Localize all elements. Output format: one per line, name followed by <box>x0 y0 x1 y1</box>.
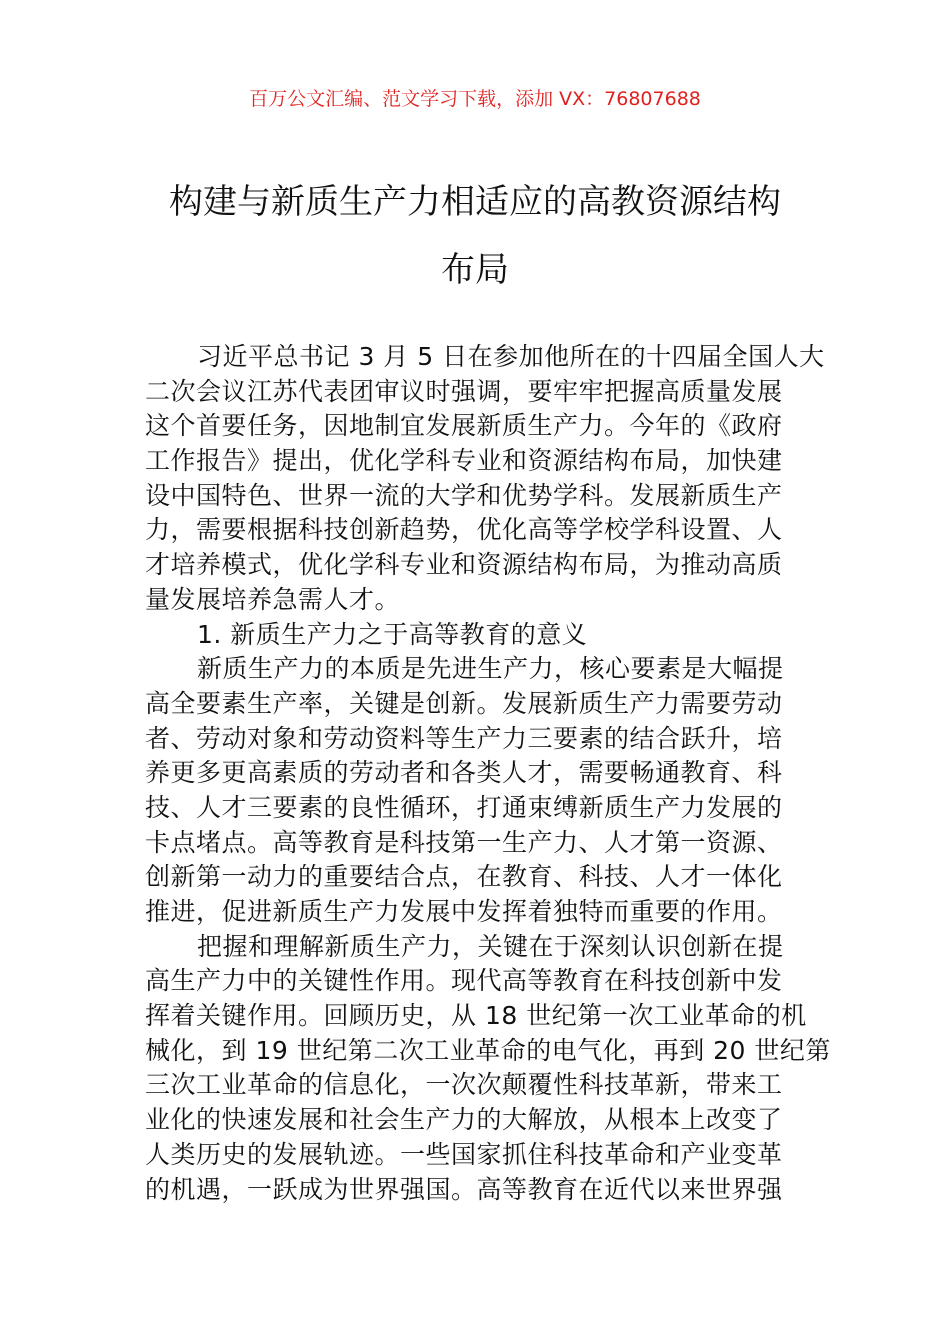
text-line: 技、人才三要素的良性循环，打通束缚新质生产力发展的 <box>145 792 783 822</box>
paragraph <box>145 652 825 930</box>
document-body <box>145 340 831 1207</box>
text-line: 这个首要任务，因地制宜发展新质生产力。今年的《政府 <box>145 411 783 441</box>
title-line: 布局 <box>441 250 509 290</box>
text-line: 量发展培养急需人才。 <box>145 584 401 614</box>
section-heading <box>145 618 825 653</box>
text-line: 习近平总书记 3 月 5 日在参加他所在的十四届全国人大 <box>197 342 825 371</box>
text-line: 把握和理解新质生产力，关键在于深刻认识创新在提 <box>197 931 784 961</box>
text-line: 创新第一动力的重要结合点，在教育、科技、人才一体化 <box>145 862 783 892</box>
text-line: 三次工业革命的信息化，一次次颠覆性科技革新，带来工 <box>145 1070 783 1100</box>
text-line: 人类历史的发展轨迹。一些国家抓住科技革命和产业变革 <box>145 1139 783 1169</box>
document-title <box>0 168 950 304</box>
text-line: 高生产力中的关键性作用。现代高等教育在科技创新中发 <box>145 966 783 996</box>
text-line: 二次会议江苏代表团审议时强调，要牢牢把握高质量发展 <box>145 376 783 406</box>
text-line: 设中国特色、世界一流的大学和优势学科。发展新质生产 <box>145 480 783 510</box>
paragraph <box>145 340 825 618</box>
text-line: 的机遇，一跃成为世界强国。高等教育在近代以来世界强 <box>145 1174 783 1204</box>
text-line: 者、劳动对象和劳动资料等生产力三要素的结合跃升，培 <box>145 723 783 753</box>
text-line: 工作报告》提出，优化学科专业和资源结构布局，加快建 <box>145 446 783 476</box>
text-line: 高全要素生产率，关键是创新。发展新质生产力需要劳动 <box>145 688 783 718</box>
watermark-banner: 百万公文汇编、范文学习下载，添加 VX：76807688 <box>249 88 701 110</box>
paragraph <box>145 930 831 1208</box>
title-line: 构建与新质生产力相适应的高教资源结构 <box>169 182 781 222</box>
text-line: 1. 新质生产力之于高等教育的意义 <box>197 619 588 649</box>
text-line: 才培养模式，优化学科专业和资源结构布局，为推动高质 <box>145 550 783 580</box>
text-line: 挥着关键作用。回顾历史，从 18 世纪第一次工业革命的机 <box>145 1001 807 1031</box>
text-line: 卡点堵点。高等教育是科技第一生产力、人才第一资源、 <box>145 827 783 857</box>
text-line: 新质生产力的本质是先进生产力，核心要素是大幅提 <box>197 654 784 684</box>
text-line: 养更多更高素质的劳动者和各类人才，需要畅通教育、科 <box>145 758 783 788</box>
text-line: 业化的快速发展和社会生产力的大解放，从根本上改变了 <box>145 1105 783 1135</box>
text-line: 械化，到 19 世纪第二次工业革命的电气化，再到 20 世纪第 <box>145 1035 831 1065</box>
text-line: 力，需要根据科技创新趋势，优化高等学校学科设置、人 <box>145 515 783 545</box>
text-line: 推进，促进新质生产力发展中发挥着独特而重要的作用。 <box>145 897 783 926</box>
